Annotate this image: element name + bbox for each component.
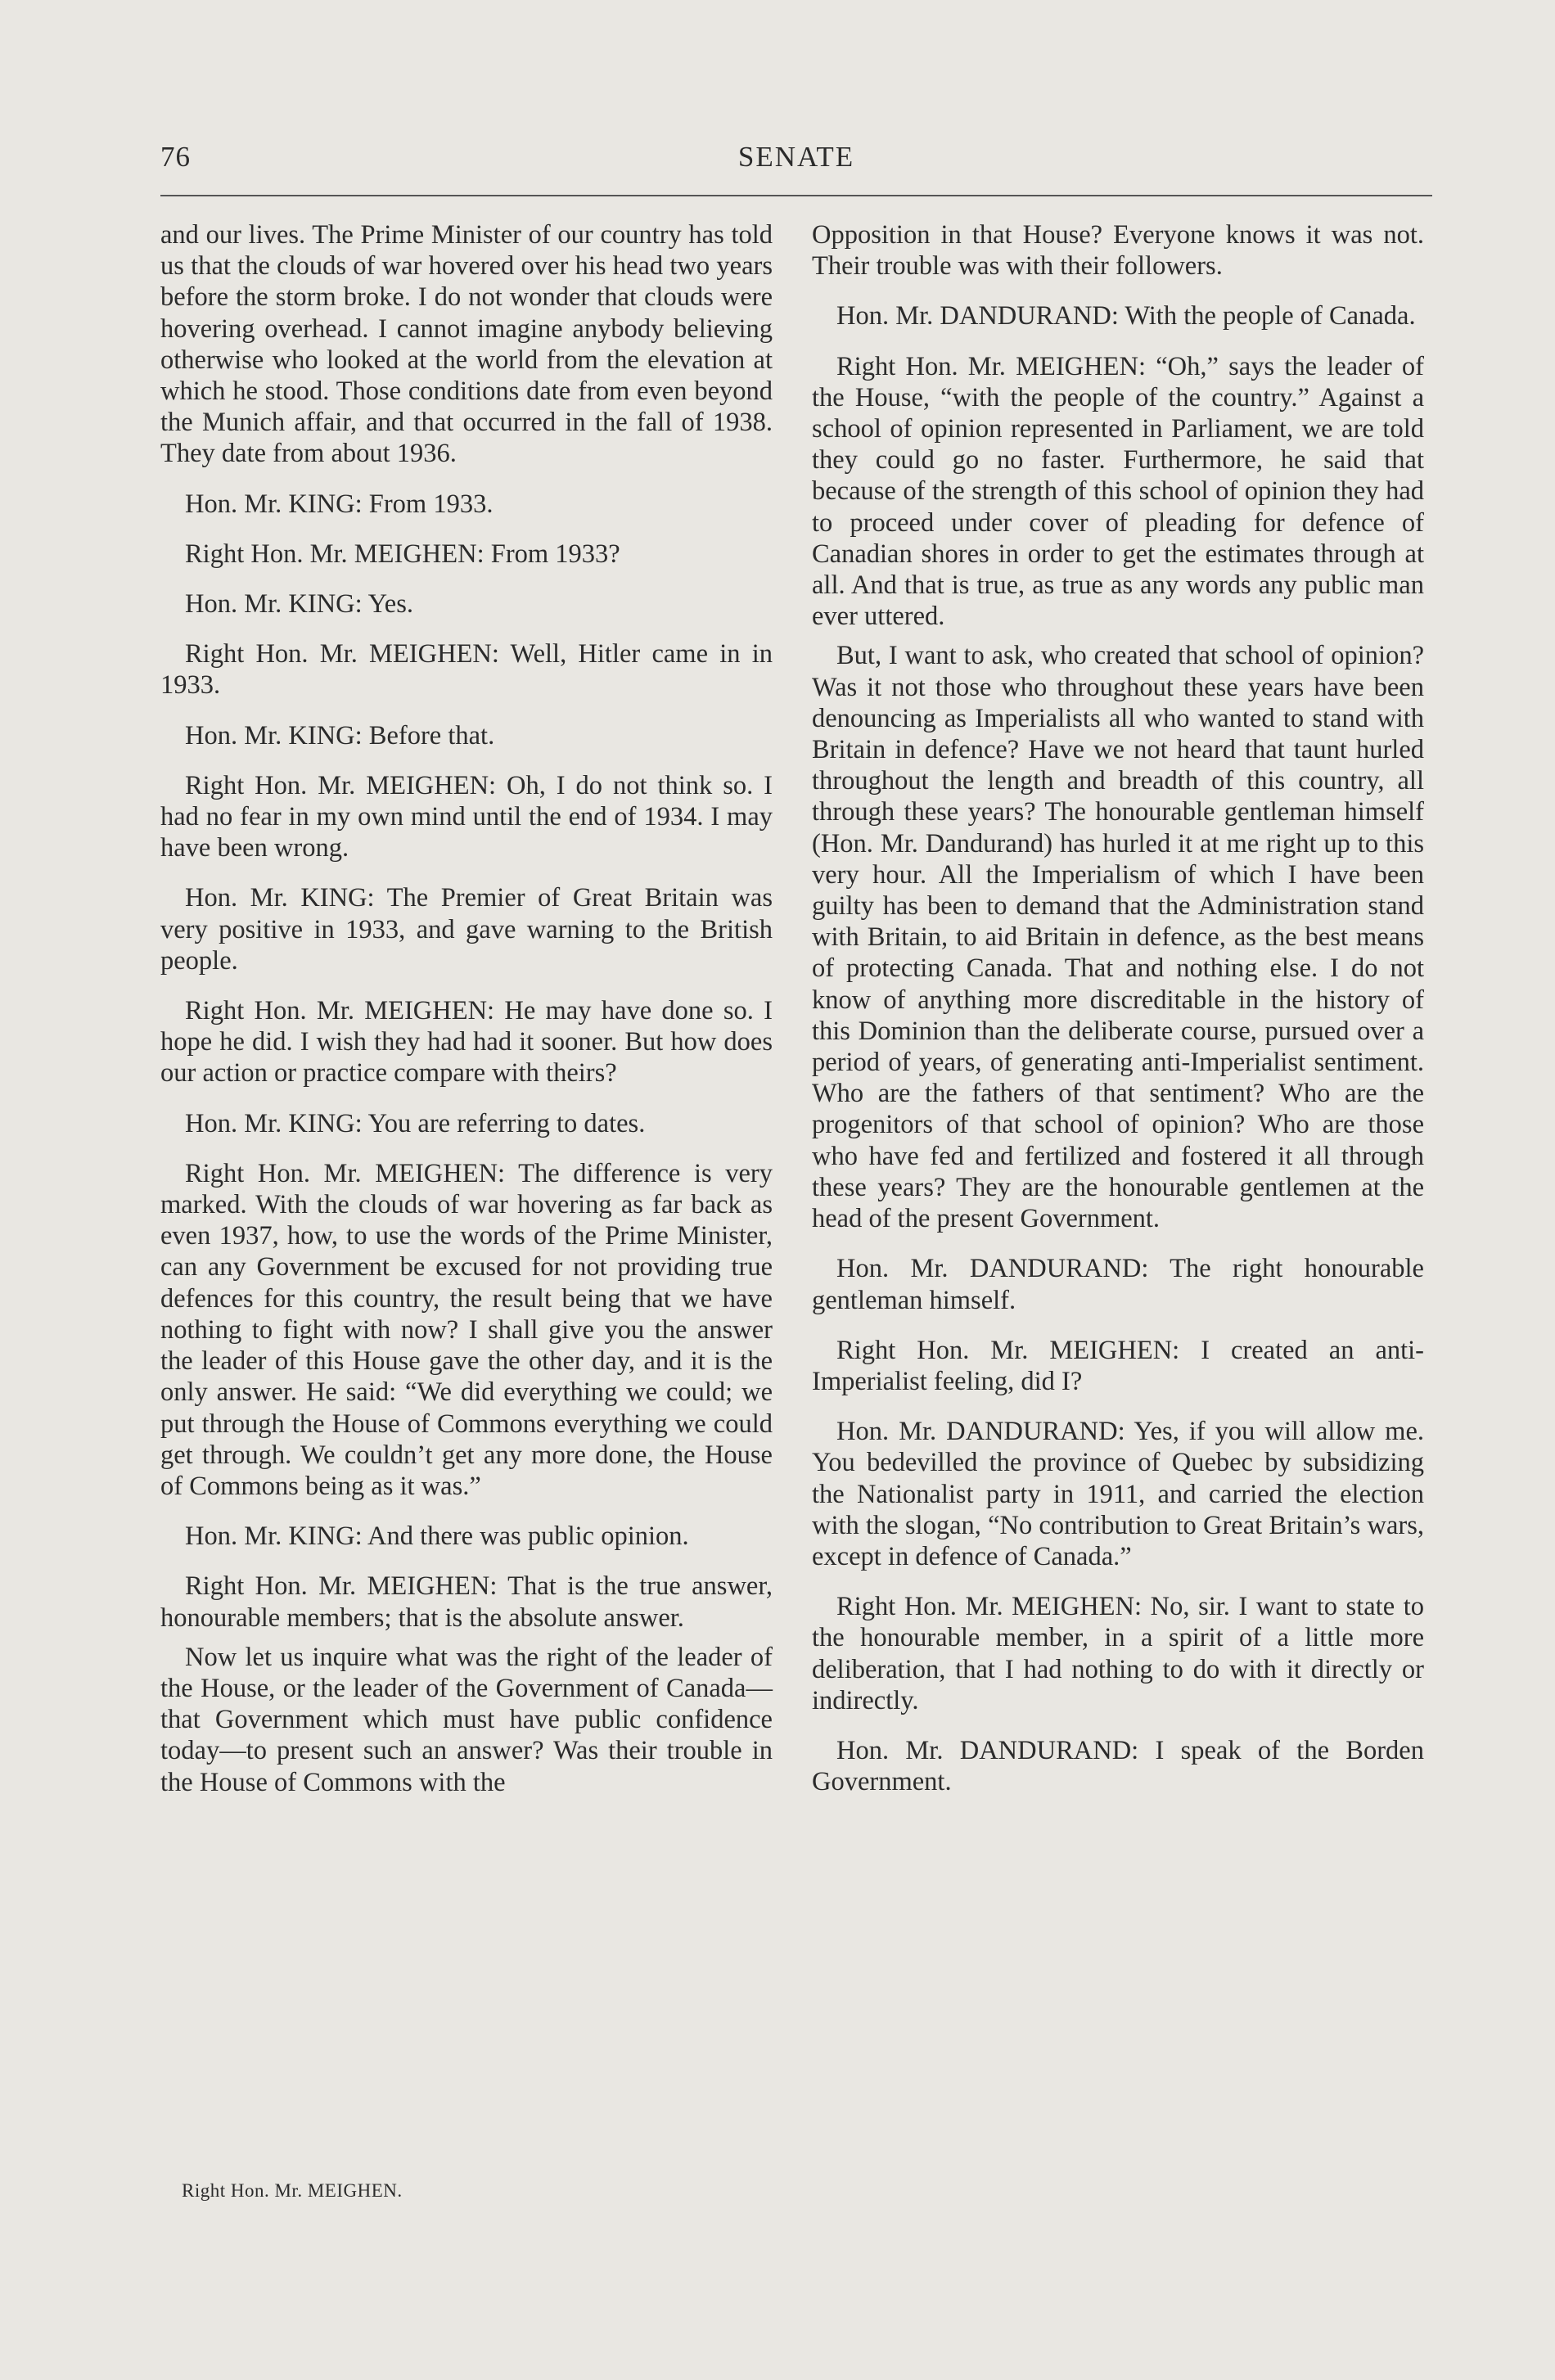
paragraph: and our lives. The Prime Minister of our country has told us that the clouds of war hovered over his head two years before the storm broke. I do not wonder that clouds were hovering overhead. I cannot imagine anybody believing otherwise who looked at the world from the elevation at which he stood. Those conditions date from even beyond the Munich affair, and that occurred in the fall of 1938. They date from about 1936. xyxy=(160,220,773,469)
paragraph: Hon. Mr. KING: And there was public opinion. xyxy=(185,1521,689,1552)
paragraph: Hon. Mr. KING: Before that. xyxy=(185,720,495,751)
running-title: SENATE xyxy=(737,141,855,173)
paragraph: Hon. Mr. DANDURAND: The right honourable gentleman himself. xyxy=(812,1254,1424,1315)
paragraph: Right Hon. Mr. MEIGHEN: The difference is very marked. With the clouds of war hovering as far back as even 1937, how, to use the words of the Prime Minister, can any Government be excused for not providing true defences for this country, the result being that we have nothing to fight with now? I shall give you the answer the leader of this House gave the other day, and it is the only answer. He said: “We did everything we could; we put through the House of Commons everything we could get through. We couldn’t get any more done, the House of Commons being as it was.” xyxy=(160,1158,773,1501)
paragraph: Right Hon. Mr. MEIGHEN: Oh, I do not think so. I had no fear in my own mind until the end of 1934. I may have been wrong. xyxy=(160,770,773,863)
left-column xyxy=(160,219,773,1817)
catchword: Right Hon. Mr. MEIGHEN. xyxy=(182,2180,403,2201)
page-header xyxy=(160,141,1432,182)
paragraph: Right Hon. Mr. MEIGHEN: From 1933? xyxy=(185,539,620,569)
paragraph: Hon. Mr. KING: The Premier of Great Britain was very positive in 1933, and gave warning to the British people. xyxy=(160,883,773,976)
paragraph: Hon. Mr. KING: You are referring to dates. xyxy=(185,1108,646,1138)
paragraph: Right Hon. Mr. MEIGHEN: He may have done so. I hope he did. I wish they had had it sooner. But how does our action or practice compare with theirs? xyxy=(160,996,773,1089)
paragraph: Hon. Mr. DANDURAND: Yes, if you will allow me. You bedevilled the province of Quebec by subsidizing the Nationalist party in 1911, and carried the election with the slogan, “No contribution to Great Britain’s wars, except in defence of Canada.” xyxy=(812,1417,1424,1571)
page-number: 76 xyxy=(160,141,191,173)
paragraph: Hon. Mr. DANDURAND: I speak of the Borden Government. xyxy=(812,1735,1424,1797)
paragraph: Right Hon. Mr. MEIGHEN: I created an anti-Imperialist feeling, did I? xyxy=(812,1335,1424,1396)
right-column xyxy=(812,219,1424,1816)
paragraph: Opposition in that House? Everyone knows it was not. Their trouble was with their followers. xyxy=(812,220,1424,282)
paragraph: Right Hon. Mr. MEIGHEN: Well, Hitler came in in 1933. xyxy=(160,639,773,701)
header-rule xyxy=(160,195,1432,196)
paragraph: Right Hon. Mr. MEIGHEN: No, sir. I want to state to the honourable member, in a spirit of a little more deliberation, that I had nothing to do with it directly or indirectly. xyxy=(812,1592,1424,1715)
paragraph: Hon. Mr. KING: Yes. xyxy=(185,589,413,620)
paragraph: But, I want to ask, who created that school of opinion? Was it not those who throughout these years have been denouncing as Imperialists all who wanted to stand with Britain in defence? Have we not heard that taunt hurled throughout the length and breadth of this country, all through these years? The honourable gentleman himself (Hon. Mr. Dandurand) has hurled it at me right up to this very hour. All the Imperialism of which I have been guilty has been to demand that the Administration stand with Britain, to aid Britain in defence, as the best means of protecting Canada. That and nothing else. I do not know of anything more discreditable in the history of this Dominion than the deliberate course, pursued over a period of years, of generating anti-Imperialist sentiment. Who are the fathers of that sentiment? Who are the progenitors of that school of opinion? Who are those who have fed and fertilized and fostered it all through these years? They are the honourable gentlemen at the head of the present Government. xyxy=(812,641,1424,1234)
paragraph: Hon. Mr. DANDURAND: With the people of Canada. xyxy=(836,301,1416,331)
paragraph: Hon. Mr. KING: From 1933. xyxy=(185,489,494,519)
paragraph: Right Hon. Mr. MEIGHEN: That is the true answer, honourable members; that is the absolute answer. xyxy=(160,1571,773,1633)
paragraph: Right Hon. Mr. MEIGHEN: “Oh,” says the leader of the House, “with the people of the country.” Against a school of opinion represented in Parliament, we are told they could go no faster. Furthermore, he said that because of the strength of this school of opinion they had to proceed under cover of pleading for defence of Canadian shores in order to get the estimates through at all. And that is true, as true as any words any public man ever uttered. xyxy=(812,351,1424,632)
paragraph: Now let us inquire what was the right of the leader of the House, or the leader of the Government of Canada—that Government which must have public confidence today—to present such an answer? Was their trouble in the House of Commons with the xyxy=(160,1642,773,1797)
